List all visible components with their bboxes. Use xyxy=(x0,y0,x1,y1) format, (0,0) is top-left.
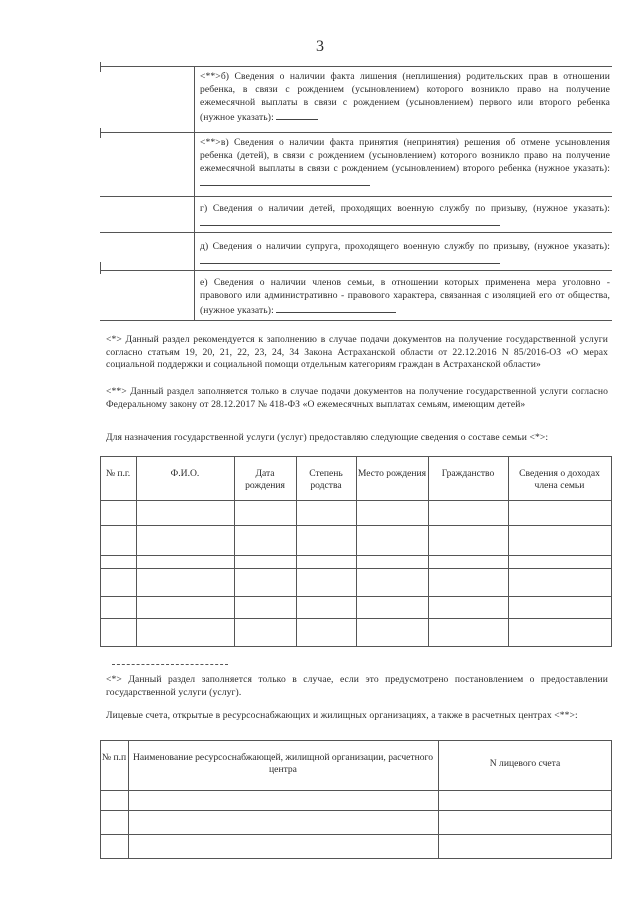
table-col-line xyxy=(611,456,612,646)
fill-blank[interactable] xyxy=(276,109,318,120)
table-border xyxy=(100,858,612,859)
table-row-line xyxy=(100,834,612,835)
row-line xyxy=(100,66,612,67)
section-g: г) Сведения о наличии детей, проходящих военную службу по призыву, (нужное указать): xyxy=(200,202,610,230)
table-col-line xyxy=(356,456,357,646)
accounts-header-num: № п.п xyxy=(101,752,127,763)
section-d: д) Сведения о наличии супруга, проходящего военную службу по призыву, (нужное указать): xyxy=(200,240,610,268)
col-tick xyxy=(100,62,101,72)
accounts-header-org: Наименование ресурсоснабжающей, жилищной организации, расчетного центра xyxy=(132,752,434,775)
fill-blank[interactable] xyxy=(200,215,500,226)
section-e: е) Сведения о наличии членов семьи, в отношении которых применена мера уголовно - правового или административно - правового характера, связанная с изоляцией его от общества, (нужное указать): xyxy=(200,277,610,316)
row-line xyxy=(100,196,612,197)
family-header-relation: Степень родства xyxy=(309,468,343,491)
family-header-birthplace: Место рождения xyxy=(357,468,427,479)
family-header-birthdate: Дата рождения xyxy=(245,468,285,491)
fill-blank[interactable] xyxy=(276,302,396,313)
footnote-star: <*> Данный раздел рекомендуется к заполнению в случае подачи документов на получение государственной услуги согласно статьям 19, 20, 21, 22, 23, 24, 34 Закона Астраханской области от 22.12.2016 N 85/2016-ОЗ «О мерах социальной поддержки и социальной помощи отдельным категориям граждан в Астраханской области» xyxy=(106,334,608,370)
page-number: 3 xyxy=(316,38,324,55)
table-col-line xyxy=(438,740,439,858)
col-tick xyxy=(100,262,101,274)
table-border xyxy=(100,646,612,647)
family-intro: Для назначения государственной услуги (услуг) предоставляю следующие сведения о составе семьи <*>: xyxy=(106,432,549,443)
table-col-line xyxy=(611,740,612,858)
section-b: <**>б) Сведения о наличии факта лишения (неплишения) родительских прав в отношении ребенка, в связи с рождением (усыновлением) которого возникло право на получение ежемесячной выплаты в связи с рождением (усыновлением) первого или второго ребенка (нужное указать): xyxy=(200,71,610,123)
table-col-line xyxy=(428,456,429,646)
family-header-name: Ф.И.О. xyxy=(170,468,200,479)
family-header-income: Сведения о доходах члена семьи xyxy=(519,468,600,491)
row-line xyxy=(100,320,612,321)
family-header-citizenship: Гражданство xyxy=(441,468,495,479)
col-tick xyxy=(100,128,101,138)
fill-blank[interactable] xyxy=(200,175,370,186)
col-line xyxy=(194,66,195,320)
table-border xyxy=(100,740,612,741)
row-line xyxy=(100,270,612,271)
accounts-header-account: N лицевого счета xyxy=(489,758,561,769)
family-header-num: № п.г. xyxy=(105,468,131,479)
footnote-separator xyxy=(112,664,228,665)
fill-blank[interactable] xyxy=(200,253,500,264)
table-col-line xyxy=(136,456,137,646)
table-col-line xyxy=(100,456,101,646)
row-line xyxy=(100,232,612,233)
table-row-line xyxy=(100,790,612,791)
accounts-intro: Лицевые счета, открытые в ресурсоснабжающих и жилищных организациях, а также в расчетных центрах <**>: xyxy=(106,710,578,721)
section-v: <**>в) Сведения о наличии факта принятия (непринятия) решения об отмене усыновления ребенка (детей), в связи с рождением (усыновлением) которого возникло право на получение ежемесячной выплаты в связи с рождением (усыновлением) второго ребенка (нужное указать): xyxy=(200,136,610,190)
footnote-triple-star: <*> Данный раздел заполняется только в случае, если это предусмотрено постановлением о предоставлении государственной услуги (услуг). xyxy=(106,674,608,698)
table-row-line xyxy=(100,810,612,811)
table-col-line xyxy=(128,740,129,858)
row-line xyxy=(100,132,612,133)
footnote-double-star: <**> Данный раздел заполняется только в случае подачи документов на получение государственной услуги согласно Федеральному закону от 28.12.2017 № 418-ФЗ «О ежемесячных выплатах семьям, имеющим детей» xyxy=(106,386,608,410)
